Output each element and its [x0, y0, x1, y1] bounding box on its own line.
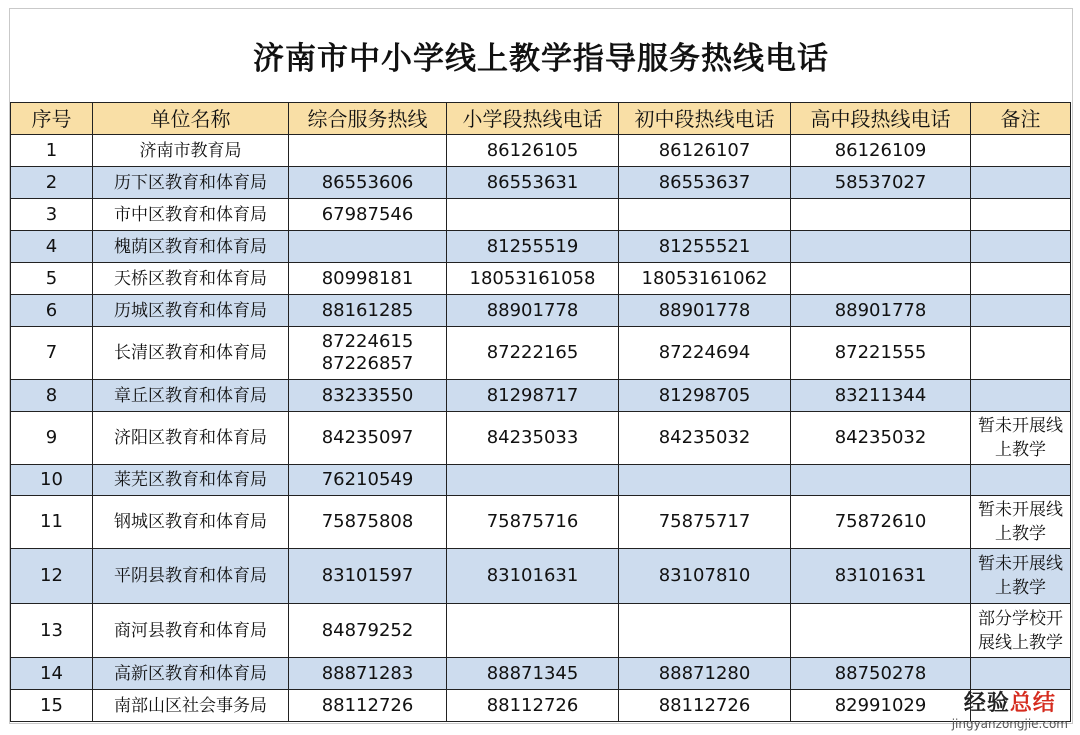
cell-primary — [447, 199, 619, 231]
cell-primary: 81298717 — [447, 380, 619, 412]
cell-primary: 88901778 — [447, 295, 619, 327]
cell-junior: 81298705 — [619, 380, 791, 412]
cell-senior: 88750278 — [791, 658, 971, 690]
cell-no: 8 — [11, 380, 93, 412]
cell-note: 暂未开展线 上教学 — [971, 412, 1071, 465]
header-general: 综合服务热线 — [289, 103, 447, 135]
cell-unit: 历下区教育和体育局 — [93, 167, 289, 199]
cell-primary: 75875716 — [447, 496, 619, 549]
cell-no: 12 — [11, 549, 93, 604]
cell-note — [971, 231, 1071, 263]
cell-general: 87224615 87226857 — [289, 327, 447, 380]
cell-primary: 86126105 — [447, 135, 619, 167]
cell-junior: 81255521 — [619, 231, 791, 263]
cell-note — [971, 263, 1071, 295]
cell-senior: 86126109 — [791, 135, 971, 167]
cell-junior: 75875717 — [619, 496, 791, 549]
cell-note — [971, 327, 1071, 380]
cell-unit: 商河县教育和体育局 — [93, 604, 289, 658]
cell-senior — [791, 231, 971, 263]
cell-junior: 18053161062 — [619, 263, 791, 295]
cell-note: 暂未开展线 上教学 — [971, 549, 1071, 604]
cell-general — [289, 231, 447, 263]
table-row — [11, 167, 1071, 199]
cell-junior: 84235032 — [619, 412, 791, 465]
table-row — [11, 263, 1071, 295]
header-unit: 单位名称 — [93, 103, 289, 135]
cell-unit: 槐荫区教育和体育局 — [93, 231, 289, 263]
cell-note: 部分学校开 展线上教学 — [971, 604, 1071, 658]
cell-junior: 86553637 — [619, 167, 791, 199]
cell-general: 76210549 — [289, 465, 447, 496]
table-row — [11, 380, 1071, 412]
cell-note — [971, 658, 1071, 690]
cell-unit: 天桥区教育和体育局 — [93, 263, 289, 295]
cell-unit: 长清区教育和体育局 — [93, 327, 289, 380]
cell-general: 88112726 — [289, 690, 447, 722]
cell-general: 88871283 — [289, 658, 447, 690]
cell-no: 14 — [11, 658, 93, 690]
cell-note — [971, 167, 1071, 199]
cell-unit: 南部山区社会事务局 — [93, 690, 289, 722]
table-row — [11, 658, 1071, 690]
cell-note — [971, 199, 1071, 231]
cell-senior — [791, 604, 971, 658]
cell-senior: 82991029 — [791, 690, 971, 722]
cell-unit: 莱芜区教育和体育局 — [93, 465, 289, 496]
cell-primary: 84235033 — [447, 412, 619, 465]
cell-no: 15 — [11, 690, 93, 722]
watermark-text-2: 总结 — [1009, 691, 1056, 716]
header-row — [11, 103, 1071, 135]
cell-junior: 88871280 — [619, 658, 791, 690]
cell-no: 9 — [11, 412, 93, 465]
watermark-text-1: 经验 — [963, 691, 1010, 716]
cell-junior: 88901778 — [619, 295, 791, 327]
cell-no: 7 — [11, 327, 93, 380]
cell-senior: 75872610 — [791, 496, 971, 549]
cell-primary: 87222165 — [447, 327, 619, 380]
cell-primary: 86553631 — [447, 167, 619, 199]
cell-note — [971, 465, 1071, 496]
cell-junior — [619, 199, 791, 231]
table-row — [11, 231, 1071, 263]
cell-primary: 18053161058 — [447, 263, 619, 295]
cell-no: 11 — [11, 496, 93, 549]
cell-no: 5 — [11, 263, 93, 295]
cell-note — [971, 135, 1071, 167]
cell-primary: 88871345 — [447, 658, 619, 690]
cell-unit: 钢城区教育和体育局 — [93, 496, 289, 549]
cell-primary — [447, 604, 619, 658]
cell-note: 暂未开展线 上教学 — [971, 496, 1071, 549]
table-row — [11, 690, 1071, 722]
cell-no: 10 — [11, 465, 93, 496]
cell-general: 83233550 — [289, 380, 447, 412]
cell-unit: 济南市教育局 — [93, 135, 289, 167]
cell-junior — [619, 465, 791, 496]
cell-senior — [791, 263, 971, 295]
watermark-url: jingyanzongjie.com — [951, 717, 1068, 731]
table-row — [11, 135, 1071, 167]
cell-unit: 平阴县教育和体育局 — [93, 549, 289, 604]
header-no: 序号 — [11, 103, 93, 135]
cell-no: 1 — [11, 135, 93, 167]
cell-senior: 87221555 — [791, 327, 971, 380]
table-row — [11, 549, 1071, 604]
cell-general: 80998181 — [289, 263, 447, 295]
cell-general: 83101597 — [289, 549, 447, 604]
cell-unit: 市中区教育和体育局 — [93, 199, 289, 231]
cell-senior — [791, 465, 971, 496]
header-note: 备注 — [971, 103, 1071, 135]
table-row — [11, 327, 1071, 380]
cell-no: 2 — [11, 167, 93, 199]
cell-unit: 济阳区教育和体育局 — [93, 412, 289, 465]
cell-senior: 83101631 — [791, 549, 971, 604]
document-title: 济南市中小学线上教学指导服务热线电话 — [253, 40, 829, 77]
cell-general: 84879252 — [289, 604, 447, 658]
cell-junior: 86126107 — [619, 135, 791, 167]
cell-junior: 83107810 — [619, 549, 791, 604]
table-row — [11, 199, 1071, 231]
cell-senior: 58537027 — [791, 167, 971, 199]
cell-unit: 章丘区教育和体育局 — [93, 380, 289, 412]
header-junior: 初中段热线电话 — [619, 103, 791, 135]
cell-primary: 88112726 — [447, 690, 619, 722]
cell-senior: 88901778 — [791, 295, 971, 327]
hotline-table — [10, 102, 1071, 722]
cell-senior: 83211344 — [791, 380, 971, 412]
cell-general — [289, 135, 447, 167]
header-senior: 高中段热线电话 — [791, 103, 971, 135]
cell-primary: 81255519 — [447, 231, 619, 263]
cell-no: 4 — [11, 231, 93, 263]
cell-junior: 87224694 — [619, 327, 791, 380]
cell-junior: 88112726 — [619, 690, 791, 722]
table-row — [11, 604, 1071, 658]
table-row — [11, 295, 1071, 327]
cell-primary — [447, 465, 619, 496]
table-row — [11, 465, 1071, 496]
cell-unit: 高新区教育和体育局 — [93, 658, 289, 690]
cell-general: 88161285 — [289, 295, 447, 327]
cell-general: 75875808 — [289, 496, 447, 549]
cell-general: 86553606 — [289, 167, 447, 199]
cell-senior — [791, 199, 971, 231]
cell-primary: 83101631 — [447, 549, 619, 604]
cell-no: 3 — [11, 199, 93, 231]
watermark — [952, 686, 1068, 731]
header-primary: 小学段热线电话 — [447, 103, 619, 135]
table-row — [11, 496, 1071, 549]
cell-general: 67987546 — [289, 199, 447, 231]
cell-no: 6 — [11, 295, 93, 327]
cell-unit: 历城区教育和体育局 — [93, 295, 289, 327]
cell-no: 13 — [11, 604, 93, 658]
cell-note — [971, 380, 1071, 412]
cell-junior — [619, 604, 791, 658]
table-row — [11, 412, 1071, 465]
cell-general: 84235097 — [289, 412, 447, 465]
cell-senior: 84235032 — [791, 412, 971, 465]
cell-note — [971, 295, 1071, 327]
